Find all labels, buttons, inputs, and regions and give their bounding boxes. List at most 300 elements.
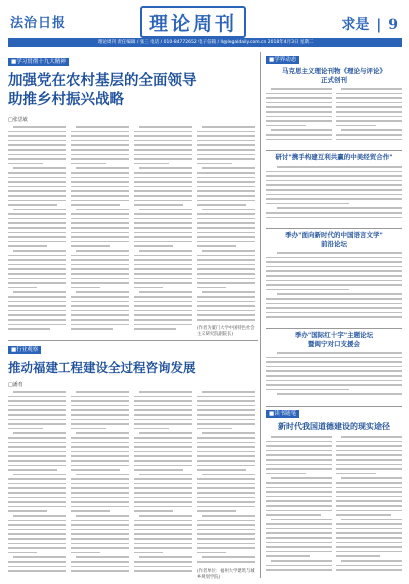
text-line [336, 464, 402, 466]
text-line [341, 560, 402, 562]
text-line [13, 515, 66, 517]
text-line [134, 264, 192, 266]
text-line [271, 436, 332, 438]
text-lines [134, 391, 192, 572]
text-line [134, 314, 192, 316]
text-lines [266, 88, 332, 140]
text-line [76, 167, 129, 169]
text-line [266, 175, 402, 177]
text-line [197, 154, 255, 156]
right-top-col2 [336, 88, 402, 146]
text-line [197, 172, 255, 174]
text-line [197, 460, 255, 462]
text-line [76, 250, 129, 252]
text-line [134, 501, 192, 503]
text-line [336, 491, 402, 493]
article2-byline: □潘育 [8, 382, 23, 388]
text-line [134, 437, 192, 439]
text-line [197, 483, 255, 485]
text-line [134, 222, 192, 224]
text-line [71, 510, 110, 512]
text-line [8, 163, 43, 165]
text-line [71, 310, 129, 312]
text-line [134, 195, 192, 197]
text-line [202, 126, 255, 128]
text-line [266, 445, 332, 447]
right-bottom-kicker: ■读书随笔 [266, 410, 299, 418]
text-line [8, 547, 66, 549]
text-line [266, 375, 402, 377]
text-line [336, 551, 402, 553]
text-line [71, 520, 129, 522]
text-line [134, 149, 192, 151]
text-line [266, 537, 332, 539]
text-line [271, 519, 332, 521]
text-line [202, 515, 255, 517]
text-line [197, 437, 255, 439]
right-mid3-headline-line2: 暨闽宁对口支援会 [308, 340, 360, 348]
text-line [197, 455, 255, 457]
article2-author-note: (作者单位：福州大学建筑与城乡规划学院) [197, 569, 255, 580]
text-line [266, 384, 402, 386]
text-line [8, 570, 66, 572]
text-line [266, 482, 332, 484]
article1-kicker: ■学习贯彻十九大精神 [8, 58, 69, 66]
text-line [71, 273, 129, 275]
text-line [8, 190, 66, 192]
text-line [134, 181, 192, 183]
text-line [8, 455, 66, 457]
text-line [71, 204, 120, 206]
text-line [336, 510, 402, 512]
article1-headline [8, 72, 258, 110]
text-line [266, 217, 402, 219]
text-line [341, 436, 402, 438]
text-line [71, 236, 129, 238]
text-line [71, 177, 129, 179]
text-line [71, 278, 129, 280]
text-line [266, 454, 332, 456]
text-line [134, 566, 192, 568]
text-line [8, 543, 66, 545]
text-line [71, 529, 129, 531]
text-line [134, 245, 173, 247]
text-line [71, 218, 129, 220]
text-line [266, 542, 332, 544]
text-line [197, 400, 255, 402]
text-line [197, 314, 255, 316]
text-line [8, 186, 66, 188]
text-line [71, 131, 129, 133]
text-line [197, 144, 255, 146]
text-line [71, 497, 129, 499]
text-lines [336, 436, 402, 571]
text-line [134, 154, 192, 156]
text-line [139, 250, 192, 252]
article1-col2 [71, 126, 129, 336]
text-line [197, 287, 226, 289]
text-line [202, 209, 255, 211]
column-divider [260, 52, 261, 578]
text-line [8, 282, 66, 284]
text-line [71, 200, 129, 202]
text-line [134, 423, 192, 425]
text-line [266, 106, 332, 108]
right-top-kicker: ■学界动态 [266, 56, 299, 64]
text-line [336, 125, 376, 127]
text-line [134, 324, 192, 326]
text-line [202, 432, 255, 434]
text-line [336, 116, 402, 118]
text-line [71, 328, 113, 330]
text-lines [266, 252, 402, 318]
text-line [134, 446, 192, 448]
text-line [134, 570, 192, 572]
text-line [71, 524, 129, 526]
text-line [134, 442, 192, 444]
text-line [71, 305, 129, 307]
text-line [197, 163, 232, 165]
text-line [341, 88, 402, 90]
text-line [202, 167, 255, 169]
article1-author-note: (作者为厦门大学中国特色社会主义研究院副院长) [197, 326, 255, 337]
text-line [202, 291, 255, 293]
text-line [266, 198, 402, 200]
article2-kicker: ■行业观察 [8, 346, 41, 354]
text-line [336, 97, 402, 99]
text-lines [266, 352, 402, 395]
right-mid2-body [266, 252, 402, 324]
text-line [134, 414, 192, 416]
text-line [336, 93, 402, 95]
text-line [134, 524, 192, 526]
text-line [71, 478, 129, 480]
text-line [266, 555, 310, 557]
text-line [71, 222, 129, 224]
text-line [341, 519, 402, 521]
text-line [197, 255, 255, 257]
text-line [8, 259, 66, 261]
text-line [13, 126, 66, 128]
text-line [134, 241, 192, 243]
text-line [134, 405, 192, 407]
text-line [197, 213, 255, 215]
text-line [277, 293, 402, 295]
text-line [336, 537, 402, 539]
text-line [71, 396, 129, 398]
text-line [8, 561, 66, 563]
text-line [134, 218, 192, 220]
text-line [13, 474, 66, 476]
text-line [197, 524, 255, 526]
text-line [266, 97, 332, 99]
text-line [139, 126, 192, 128]
text-line [71, 287, 100, 289]
text-line [71, 158, 129, 160]
text-line [197, 305, 255, 307]
text-line [266, 532, 332, 534]
text-line [76, 556, 129, 558]
text-line [336, 487, 402, 489]
right-bottom-col1 [266, 436, 332, 578]
text-line [134, 547, 192, 549]
text-line [336, 473, 376, 475]
text-lines [71, 391, 129, 572]
text-line [197, 492, 255, 494]
text-line [266, 257, 402, 259]
masthead [8, 6, 402, 40]
text-line [134, 255, 192, 257]
text-line [134, 543, 192, 545]
right-top-col1 [266, 88, 332, 146]
text-line [8, 135, 66, 137]
text-line [71, 483, 129, 485]
article1-col1 [8, 126, 66, 336]
text-line [197, 451, 255, 453]
text-line [341, 477, 402, 479]
text-line [71, 314, 129, 316]
text-line [8, 319, 66, 321]
text-line [76, 432, 129, 434]
text-line [71, 301, 129, 303]
text-line [8, 305, 66, 307]
text-line [336, 106, 402, 108]
text-line [197, 442, 255, 444]
text-line [8, 200, 66, 202]
text-line [336, 546, 402, 548]
text-line [71, 186, 129, 188]
text-line [266, 312, 402, 314]
text-line [266, 184, 402, 186]
text-line [197, 158, 255, 160]
text-line [8, 278, 66, 280]
text-line [266, 194, 402, 196]
text-line [134, 538, 192, 540]
text-lines [197, 126, 255, 321]
text-line [336, 565, 402, 567]
text-line [134, 310, 192, 312]
text-line [134, 140, 192, 142]
text-line [266, 134, 332, 136]
text-line [76, 391, 129, 393]
text-line [197, 140, 255, 142]
text-line [197, 478, 255, 480]
text-line [71, 506, 129, 508]
text-line [266, 505, 332, 507]
right-divider [266, 328, 402, 329]
text-line [197, 232, 255, 234]
text-line [8, 227, 66, 229]
text-line [134, 213, 192, 215]
text-line [71, 405, 129, 407]
text-lines [197, 391, 255, 563]
text-line [8, 446, 66, 448]
text-line [134, 232, 192, 234]
article2-col2 [71, 391, 129, 579]
text-line [71, 213, 129, 215]
text-line [266, 510, 332, 512]
text-line [202, 556, 255, 558]
text-line [266, 111, 332, 113]
text-line [197, 543, 255, 545]
text-line [277, 393, 402, 395]
text-line [266, 289, 349, 291]
right-divider [266, 150, 402, 151]
text-line [71, 501, 129, 503]
text-line [8, 154, 66, 156]
text-line [134, 186, 192, 188]
text-line [71, 400, 129, 402]
text-line [197, 487, 255, 489]
text-line [266, 528, 332, 530]
text-line [8, 172, 66, 174]
text-line [134, 190, 192, 192]
right-mid1-headline: 研讨"携手构建互利共赢的中美经贸合作" [275, 153, 393, 161]
text-line [266, 120, 332, 122]
text-line [71, 227, 129, 229]
text-line [71, 547, 129, 549]
text-line [71, 414, 129, 416]
text-line [197, 533, 255, 535]
text-line [8, 533, 66, 535]
text-line [139, 515, 192, 517]
text-line [336, 120, 402, 122]
text-line [71, 538, 129, 540]
text-line [266, 189, 402, 191]
text-line [71, 190, 129, 192]
text-line [139, 209, 192, 211]
text-line [134, 301, 192, 303]
text-line [134, 492, 192, 494]
text-line [8, 483, 66, 485]
text-line [8, 264, 66, 266]
text-line [71, 140, 129, 142]
text-line [8, 232, 66, 234]
text-line [266, 303, 402, 305]
text-line [266, 473, 306, 475]
text-line [336, 139, 402, 141]
text-line [71, 259, 129, 261]
text-line [336, 569, 402, 571]
text-line [71, 163, 106, 165]
text-line [13, 167, 66, 169]
text-line [8, 492, 66, 494]
text-line [134, 268, 192, 270]
text-line [266, 389, 349, 391]
text-line [8, 419, 66, 421]
text-line [76, 209, 129, 211]
text-line [266, 284, 402, 286]
text-line [134, 483, 192, 485]
text-line [197, 301, 255, 303]
text-line [197, 469, 246, 471]
text-line [13, 291, 66, 293]
text-line [71, 245, 110, 247]
text-line [8, 451, 66, 453]
text-line [8, 497, 66, 499]
text-line [71, 451, 129, 453]
text-line [266, 125, 306, 127]
text-line [71, 492, 129, 494]
text-line [71, 144, 129, 146]
text-line [197, 218, 255, 220]
right-bottom-headline: 新时代我国道德建设的现实途径 [278, 422, 390, 431]
text-line [71, 255, 129, 257]
text-line [8, 478, 66, 480]
article1-byline: □张思敏 [8, 117, 28, 123]
text-line [271, 477, 332, 479]
text-line [266, 487, 332, 489]
text-line [71, 566, 129, 568]
text-line [71, 446, 129, 448]
text-line [197, 273, 255, 275]
text-line [266, 171, 402, 173]
text-line [71, 455, 129, 457]
text-line [202, 391, 255, 393]
text-line [8, 324, 66, 326]
text-line [71, 469, 120, 471]
text-line [336, 496, 402, 498]
text-line [266, 500, 332, 502]
text-line [8, 236, 66, 238]
text-line [336, 542, 402, 544]
text-line [336, 459, 402, 461]
text-line [71, 282, 129, 284]
right-mid3-body [266, 352, 402, 402]
text-line [8, 268, 66, 270]
text-line [197, 310, 255, 312]
text-line [266, 298, 402, 300]
section-divider [8, 340, 258, 341]
article2-headline: 推动福建工程建设全过程咨询发展 [8, 360, 196, 375]
text-line [139, 291, 192, 293]
section-name: 求是 [341, 17, 370, 33]
text-line [134, 396, 192, 398]
text-line [197, 278, 255, 280]
text-line [8, 213, 66, 215]
text-line [134, 305, 192, 307]
text-line [8, 396, 66, 398]
text-line [71, 543, 129, 545]
text-line [197, 446, 255, 448]
text-line [266, 307, 402, 309]
text-line [134, 465, 192, 467]
text-line [134, 460, 192, 462]
text-line [71, 428, 106, 430]
text-line [266, 380, 402, 382]
text-line [8, 195, 66, 197]
text-line [71, 264, 129, 266]
text-line [134, 478, 192, 480]
text-line [336, 450, 402, 452]
text-line [336, 514, 391, 516]
text-line [266, 468, 332, 470]
right-mid3-headline [266, 331, 402, 349]
text-line [336, 445, 402, 447]
text-line [71, 561, 129, 563]
text-line [197, 131, 255, 133]
text-line [197, 245, 236, 247]
text-line [271, 560, 332, 562]
text-lines [266, 166, 402, 218]
text-line [134, 419, 192, 421]
text-line [71, 268, 129, 270]
text-line [8, 409, 66, 411]
text-line [341, 129, 402, 131]
text-line [76, 515, 129, 517]
text-line [71, 465, 129, 467]
text-line [134, 282, 192, 284]
